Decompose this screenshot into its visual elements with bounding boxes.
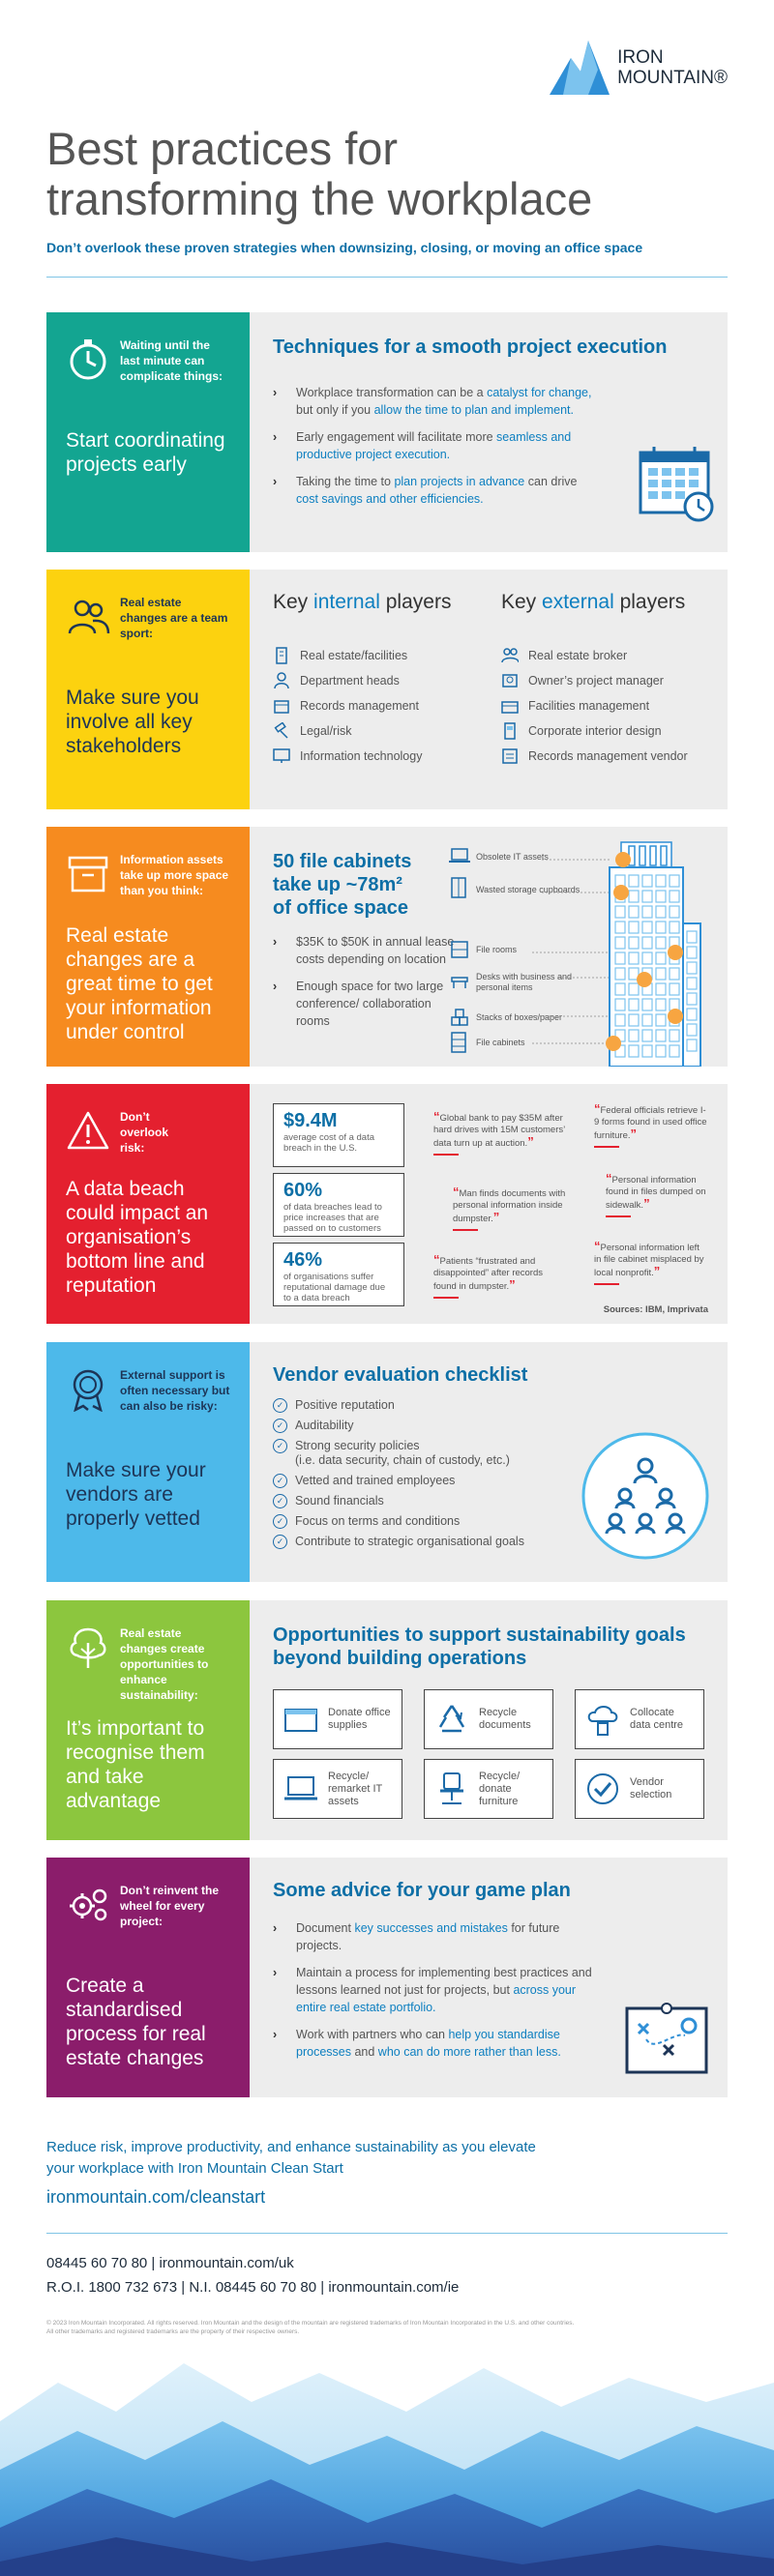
list-item: Corporate interior design (501, 722, 688, 740)
external-players-list (501, 647, 688, 773)
mountain-logo-icon (550, 41, 610, 95)
building-window (687, 962, 697, 974)
bullet: › Taking the time to plan projects in advance can drive cost savings and other efficiencies. (273, 473, 602, 508)
section-title: Some advice for your game plan (273, 1880, 571, 1901)
building-window (687, 931, 697, 943)
building-window (615, 937, 625, 949)
building-window (629, 891, 639, 902)
building-window (656, 1045, 666, 1057)
award-ribbon-icon (66, 1367, 110, 1412)
boxes-icon (451, 1009, 468, 1026)
check-icon: ✓ (273, 1474, 287, 1488)
section-headline: It’s important to recognise them and take advantage (66, 1717, 205, 1812)
cupboard-icon (451, 877, 466, 898)
facilities-icon (501, 697, 519, 715)
opportunity-card: Recycle/ donate furniture (424, 1759, 553, 1819)
opportunity-card: Donate office supplies (273, 1689, 402, 1749)
stat-card: $9.4M average cost of a data breach in the U.S. (273, 1103, 404, 1167)
section-title: Techniques for a smooth project execution (273, 337, 668, 358)
building-window (656, 1014, 666, 1026)
recycle-icon (434, 1702, 469, 1737)
legal-text: © 2023 Iron Mountain Incorporated. All rights reserved. Iron Mountain and the design of the mountain are registered trademarks of Iron Mountain Incorporated in the U.S. and other countries. All other trademarks and registered trademarks are the property of their respective owners. (46, 2320, 575, 2335)
building-window (629, 937, 639, 949)
building-window (642, 891, 652, 902)
section-risk (46, 1084, 728, 1324)
section-hook: Real estate changes create opportunities to enhance sustainability: (120, 1626, 209, 1702)
bullet: › Workplace transformation can be a catalyst for change, but only if you allow the time to plan and implement. (273, 384, 602, 419)
section-information-assets (46, 827, 728, 1067)
building-window (615, 983, 625, 995)
checklist-item: ✓ Sound financials (273, 1494, 708, 1508)
check-icon: ✓ (273, 1439, 287, 1453)
check-icon: ✓ (273, 1419, 287, 1433)
bullet: › Work with partners who can help you standardise processes and who can do more rather than less. (273, 2026, 592, 2061)
news-quote: “Federal officials retrieve I-9 forms found in used office furniture.” (594, 1103, 708, 1148)
building-window (656, 891, 666, 902)
monitor-icon (273, 747, 290, 765)
bullet: › Document key successes and mistakes for future projects. (273, 1919, 592, 1954)
checklist-item: ✓ Focus on terms and conditions (273, 1514, 708, 1529)
news-quote: “Personal information found in files dumped on sidewalk.” (606, 1173, 708, 1217)
stat-card: 60% of data breaches lead to price increases that are passed on to customers (273, 1173, 404, 1237)
list-item: Legal/risk (273, 722, 422, 740)
news-quote: “Global bank to pay $35M after hard drives with 15M customers’ data turn up at auction.” (433, 1111, 569, 1156)
building-window (656, 983, 666, 995)
records-icon (273, 697, 290, 715)
building-window (670, 891, 679, 902)
office-building-illustration (532, 836, 706, 1067)
broker-icon (501, 647, 519, 664)
list-item: Records management (273, 697, 422, 715)
warning-icon (66, 1109, 110, 1154)
building-window (656, 999, 666, 1010)
team-hierarchy-icon (580, 1431, 710, 1561)
building-window (642, 952, 652, 964)
section-title: Opportunities to support sustainability goals beyond building operations (273, 1625, 686, 1669)
section-stakeholders (46, 570, 728, 809)
checklist-item: ✓ Positive reputation (273, 1398, 708, 1413)
logo-line1: IRON (617, 47, 664, 68)
building-icon (273, 647, 290, 664)
contact-uk[interactable]: 08445 60 70 80 | ironmountain.com/uk (46, 2255, 294, 2271)
building-window (670, 1030, 679, 1041)
building-label: File rooms (476, 945, 518, 954)
checklist-item: ✓ Auditability (273, 1419, 708, 1433)
opportunity-card: Collocate data centre (575, 1689, 704, 1749)
page-subtitle: Don’t overlook these proven strategies when downsizing, closing, or moving an office space (46, 240, 643, 255)
calendar-clock-icon (637, 443, 718, 524)
office-supplies-icon (283, 1702, 318, 1737)
building-window (629, 999, 639, 1010)
building-window (642, 999, 652, 1010)
internal-players-list (273, 647, 422, 773)
contact-ie[interactable]: R.O.I. 1800 732 673 | N.I. 08445 60 70 80 | ironmountain.com/ie (46, 2279, 460, 2296)
footer-tagline: Reduce risk, improve productivity, and enhance sustainability as you elevate your workplace with Iron Mountain Clean Start (46, 2139, 536, 2177)
bullet: › $35K to $50K in annual lease costs depending on location (273, 933, 457, 968)
check-icon: ✓ (273, 1398, 287, 1413)
building-window (642, 922, 652, 933)
building-window (615, 1014, 625, 1026)
opportunity-card: Recycle documents (424, 1689, 553, 1749)
building-window (642, 1014, 652, 1026)
logo-line2: MOUNTAIN® (617, 68, 728, 88)
section-hook: Real estate changes are a team sport: (120, 596, 228, 640)
building-window (629, 906, 639, 918)
laptop-icon (449, 848, 470, 864)
building-window (687, 1039, 697, 1051)
list-item: Real estate broker (501, 647, 688, 664)
list-item: Department heads (273, 672, 422, 689)
building-window (670, 1045, 679, 1057)
page-title: Best practices for transforming the workplace (46, 123, 593, 224)
building-window (615, 999, 625, 1010)
building-label: Obsolete IT assets (476, 852, 549, 862)
section-hook: Don’t reinvent the wheel for every project: (120, 1884, 220, 1928)
building-window (656, 937, 666, 949)
bullet: › Early engagement will facilitate more seamless and productive project execution. (273, 428, 602, 463)
cleanstart-link[interactable]: ironmountain.com/cleanstart (46, 2187, 266, 2207)
internal-players-title: Key internal players (273, 591, 452, 613)
checklist-item: ✓ Contribute to strategic organisational goals (273, 1535, 708, 1549)
building-label: Stacks of boxes/paper (476, 1012, 563, 1022)
news-quote: “Patients “frustrated and disappointed” after records found in dumpster.” (433, 1254, 559, 1299)
building-window (656, 952, 666, 964)
building-window (629, 1014, 639, 1026)
external-players-title: Key external players (501, 591, 686, 613)
section-title: 50 file cabinets take up ~78m² of office space (273, 851, 412, 919)
building-window (656, 875, 666, 887)
people-icon (66, 595, 110, 639)
building-window (642, 875, 652, 887)
list-item: Real estate/facilities (273, 647, 422, 664)
bullet: › Maintain a process for implementing best practices and lessons learned not just for projects, but across your entire real estate portfolio. (273, 1964, 592, 2016)
file-cabinet-icon (451, 1032, 466, 1053)
office-chair-icon (434, 1771, 469, 1806)
person-icon (273, 672, 290, 689)
building-window (670, 983, 679, 995)
building-window (642, 937, 652, 949)
building-window (656, 968, 666, 980)
tree-icon (66, 1625, 110, 1670)
building-window (687, 978, 697, 989)
vendor-check-icon (585, 1771, 620, 1806)
file-box-icon (66, 852, 110, 896)
check-icon: ✓ (273, 1494, 287, 1508)
divider (46, 2233, 728, 2234)
building-window (629, 875, 639, 887)
building-window (629, 983, 639, 995)
stat-card: 46% of organisations suffer reputational damage due to a data breach (273, 1243, 404, 1306)
cloud-server-icon (585, 1702, 620, 1737)
desk-icon (451, 972, 468, 989)
building-window (656, 1030, 666, 1041)
building-label: Desks with business and personal items (476, 972, 573, 992)
list-item: Information technology (273, 747, 422, 765)
bullet: › Enough space for two large conference/ collaboration rooms (273, 978, 457, 1030)
building-window (656, 906, 666, 918)
building-window (687, 947, 697, 958)
checklist-item: ✓ Vetted and trained employees (273, 1474, 708, 1488)
gears-icon (66, 1883, 110, 1927)
mountain-range-illustration (0, 2344, 774, 2576)
section-headline: Make sure your vendors are properly vetted (66, 1459, 206, 1530)
section-title: Vendor evaluation checklist (273, 1364, 528, 1386)
file-room-icon (451, 941, 468, 958)
opportunity-card: Vendor selection (575, 1759, 704, 1819)
manager-icon (501, 672, 519, 689)
building-window (642, 906, 652, 918)
section-headline: Real estate changes are a great time to get your information under control (66, 924, 213, 1043)
laptop-icon (283, 1771, 318, 1806)
building-label: File cabinets (476, 1038, 525, 1047)
section-start-early (46, 312, 728, 552)
check-icon: ✓ (273, 1514, 287, 1529)
section-headline: Start coordinating projects early (66, 429, 225, 476)
section-hook: Information assets take up more space than you think: (120, 853, 229, 897)
divider (46, 277, 728, 278)
building-window (687, 993, 697, 1005)
check-icon: ✓ (273, 1535, 287, 1549)
iron-mountain-logo[interactable] (550, 41, 728, 95)
section-headline: Create a standardised process for real estate changes (66, 1975, 206, 2069)
building-window (615, 922, 625, 933)
section-hook: Don’t overlook risk: (120, 1110, 169, 1155)
section-headline: A data beach could impact an organisation’s bottom line and reputation (66, 1178, 209, 1297)
checklist-item: ✓ Strong security policies (i.e. data security, chain of custody, etc.) (273, 1439, 708, 1468)
stopwatch-icon (66, 337, 110, 382)
design-icon (501, 722, 519, 740)
building-window (670, 875, 679, 887)
building-window (687, 1024, 697, 1036)
building-window (642, 1045, 652, 1057)
list-item: Facilities management (501, 697, 688, 715)
building-window (615, 968, 625, 980)
news-quote: “Man finds documents with personal information inside dumpster.” (453, 1186, 569, 1231)
strategy-board-icon (625, 2003, 708, 2076)
section-hook: External support is often necessary but can also be risky: (120, 1368, 230, 1413)
building-window (670, 968, 679, 980)
opportunity-card: Recycle/ remarket IT assets (273, 1759, 402, 1819)
building-label: Wasted storage cupboards (476, 885, 580, 894)
list-item: Records management vendor (501, 747, 688, 765)
section-game-plan (46, 1858, 728, 2097)
section-sustainability (46, 1600, 728, 1840)
building-window (670, 922, 679, 933)
gavel-icon (273, 722, 290, 740)
vendor-icon (501, 747, 519, 765)
building-window (670, 906, 679, 918)
building-window (629, 1030, 639, 1041)
building-window (687, 1009, 697, 1020)
section-vendors (46, 1342, 728, 1582)
building-window (615, 952, 625, 964)
news-quote: “Personal information left in file cabinet misplaced by local nonprofit.” (594, 1241, 708, 1285)
building-window (615, 906, 625, 918)
section-hook: Waiting until the last minute can complicate things: (120, 338, 223, 383)
section-headline: Make sure you involve all key stakeholders (66, 687, 199, 757)
building-window (629, 952, 639, 964)
sources-note: Sources: IBM, Imprivata (603, 1304, 708, 1315)
building-window (642, 1030, 652, 1041)
building-window (629, 1045, 639, 1057)
list-item: Owner’s project manager (501, 672, 688, 689)
building-window (656, 922, 666, 933)
building-window (629, 922, 639, 933)
